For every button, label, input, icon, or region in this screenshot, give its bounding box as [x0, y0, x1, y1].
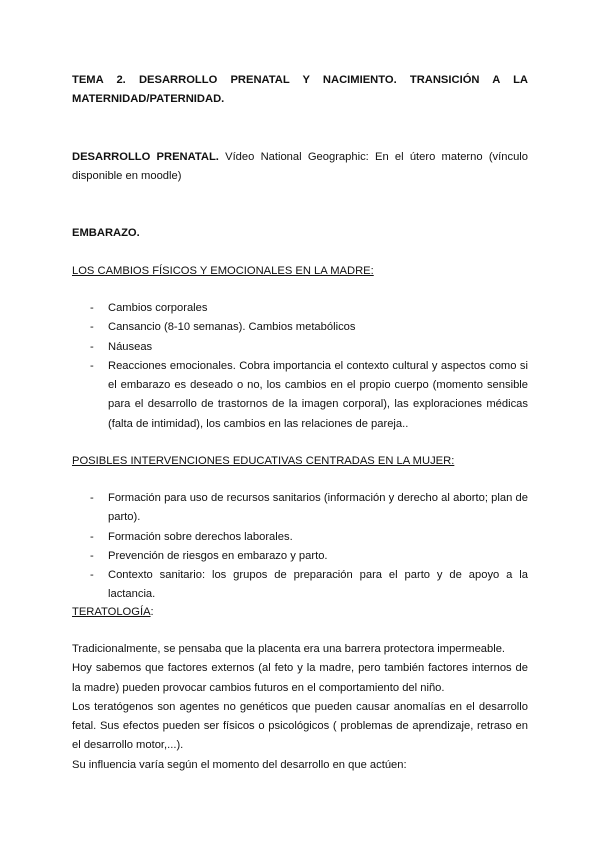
teratologia-paragraph: Los teratógenos son agentes no genéticos que pueden causar anomalías en el desarrollo fetal. Sus efectos pueden ser físicos o psicológicos ( problemas de aprendizaje, retraso en el desarrollo motor,...).	[72, 700, 528, 752]
list-item: - Prevención de riesgos en embarazo y parto.	[72, 547, 528, 566]
prenatal-text: Vídeo National Geographic: En el útero materno (vínculo disponible en moodle)	[72, 151, 528, 183]
list-item: - Cansancio (8-10 semanas). Cambios metabólicos	[72, 318, 528, 337]
prenatal-paragraph	[72, 148, 528, 187]
list-item: - Formación sobre derechos laborales.	[72, 528, 528, 547]
list-item: - Contexto sanitario: los grupos de preparación para el parto y de apoyo a la lactancia.	[72, 566, 528, 605]
cambios-heading: LOS CAMBIOS FÍSICOS Y EMOCIONALES EN LA MADRE:	[72, 265, 374, 277]
teratologia-paragraph: Su influencia varía según el momento del desarrollo en que actúen:	[72, 758, 407, 771]
teratologia-heading-line	[72, 603, 528, 622]
title-line-1: TEMA 2. DESARROLLO PRENATAL Y NACIMIENTO. TRANSICIÓN A LA	[72, 74, 528, 86]
intervenciones-list	[72, 489, 528, 605]
cambios-list	[72, 299, 528, 434]
list-item: - Náuseas	[72, 338, 528, 357]
teratologia-paragraph: Hoy sabemos que factores externos (al feto y la madre, pero también factores internos de la madre) pueden provocar cambios futuros en el comportamiento del niño.	[72, 662, 528, 694]
teratologia-heading: TERATOLOGÍA	[72, 606, 151, 618]
teratologia-body	[72, 640, 528, 775]
title-line-2: MATERNIDAD/PATERNIDAD.	[72, 93, 225, 105]
intervenciones-heading: POSIBLES INTERVENCIONES EDUCATIVAS CENTRADAS EN LA MUJER:	[72, 455, 455, 467]
list-item: - Cambios corporales	[72, 299, 528, 318]
list-item: - Reacciones emocionales. Cobra importancia el contexto cultural y aspectos como si el embarazo es deseado o no, los cambios en el propio cuerpo (momento sensible para el desarrollo de trastornos de la imagen corporal), las exploraciones médicas (falta de intimidad), los cambios en las relaciones de pareja..	[72, 357, 528, 434]
embarazo-heading: EMBARAZO.	[72, 227, 140, 239]
teratologia-colon: :	[150, 606, 154, 618]
prenatal-heading: DESARROLLO PRENATAL.	[72, 151, 219, 163]
teratologia-paragraph: Tradicionalmente, se pensaba que la placenta era una barrera protectora impermeable.	[72, 643, 506, 655]
page-title	[72, 71, 528, 109]
list-item: - Formación para uso de recursos sanitarios (información y derecho al aborto; plan de parto).	[72, 489, 528, 528]
